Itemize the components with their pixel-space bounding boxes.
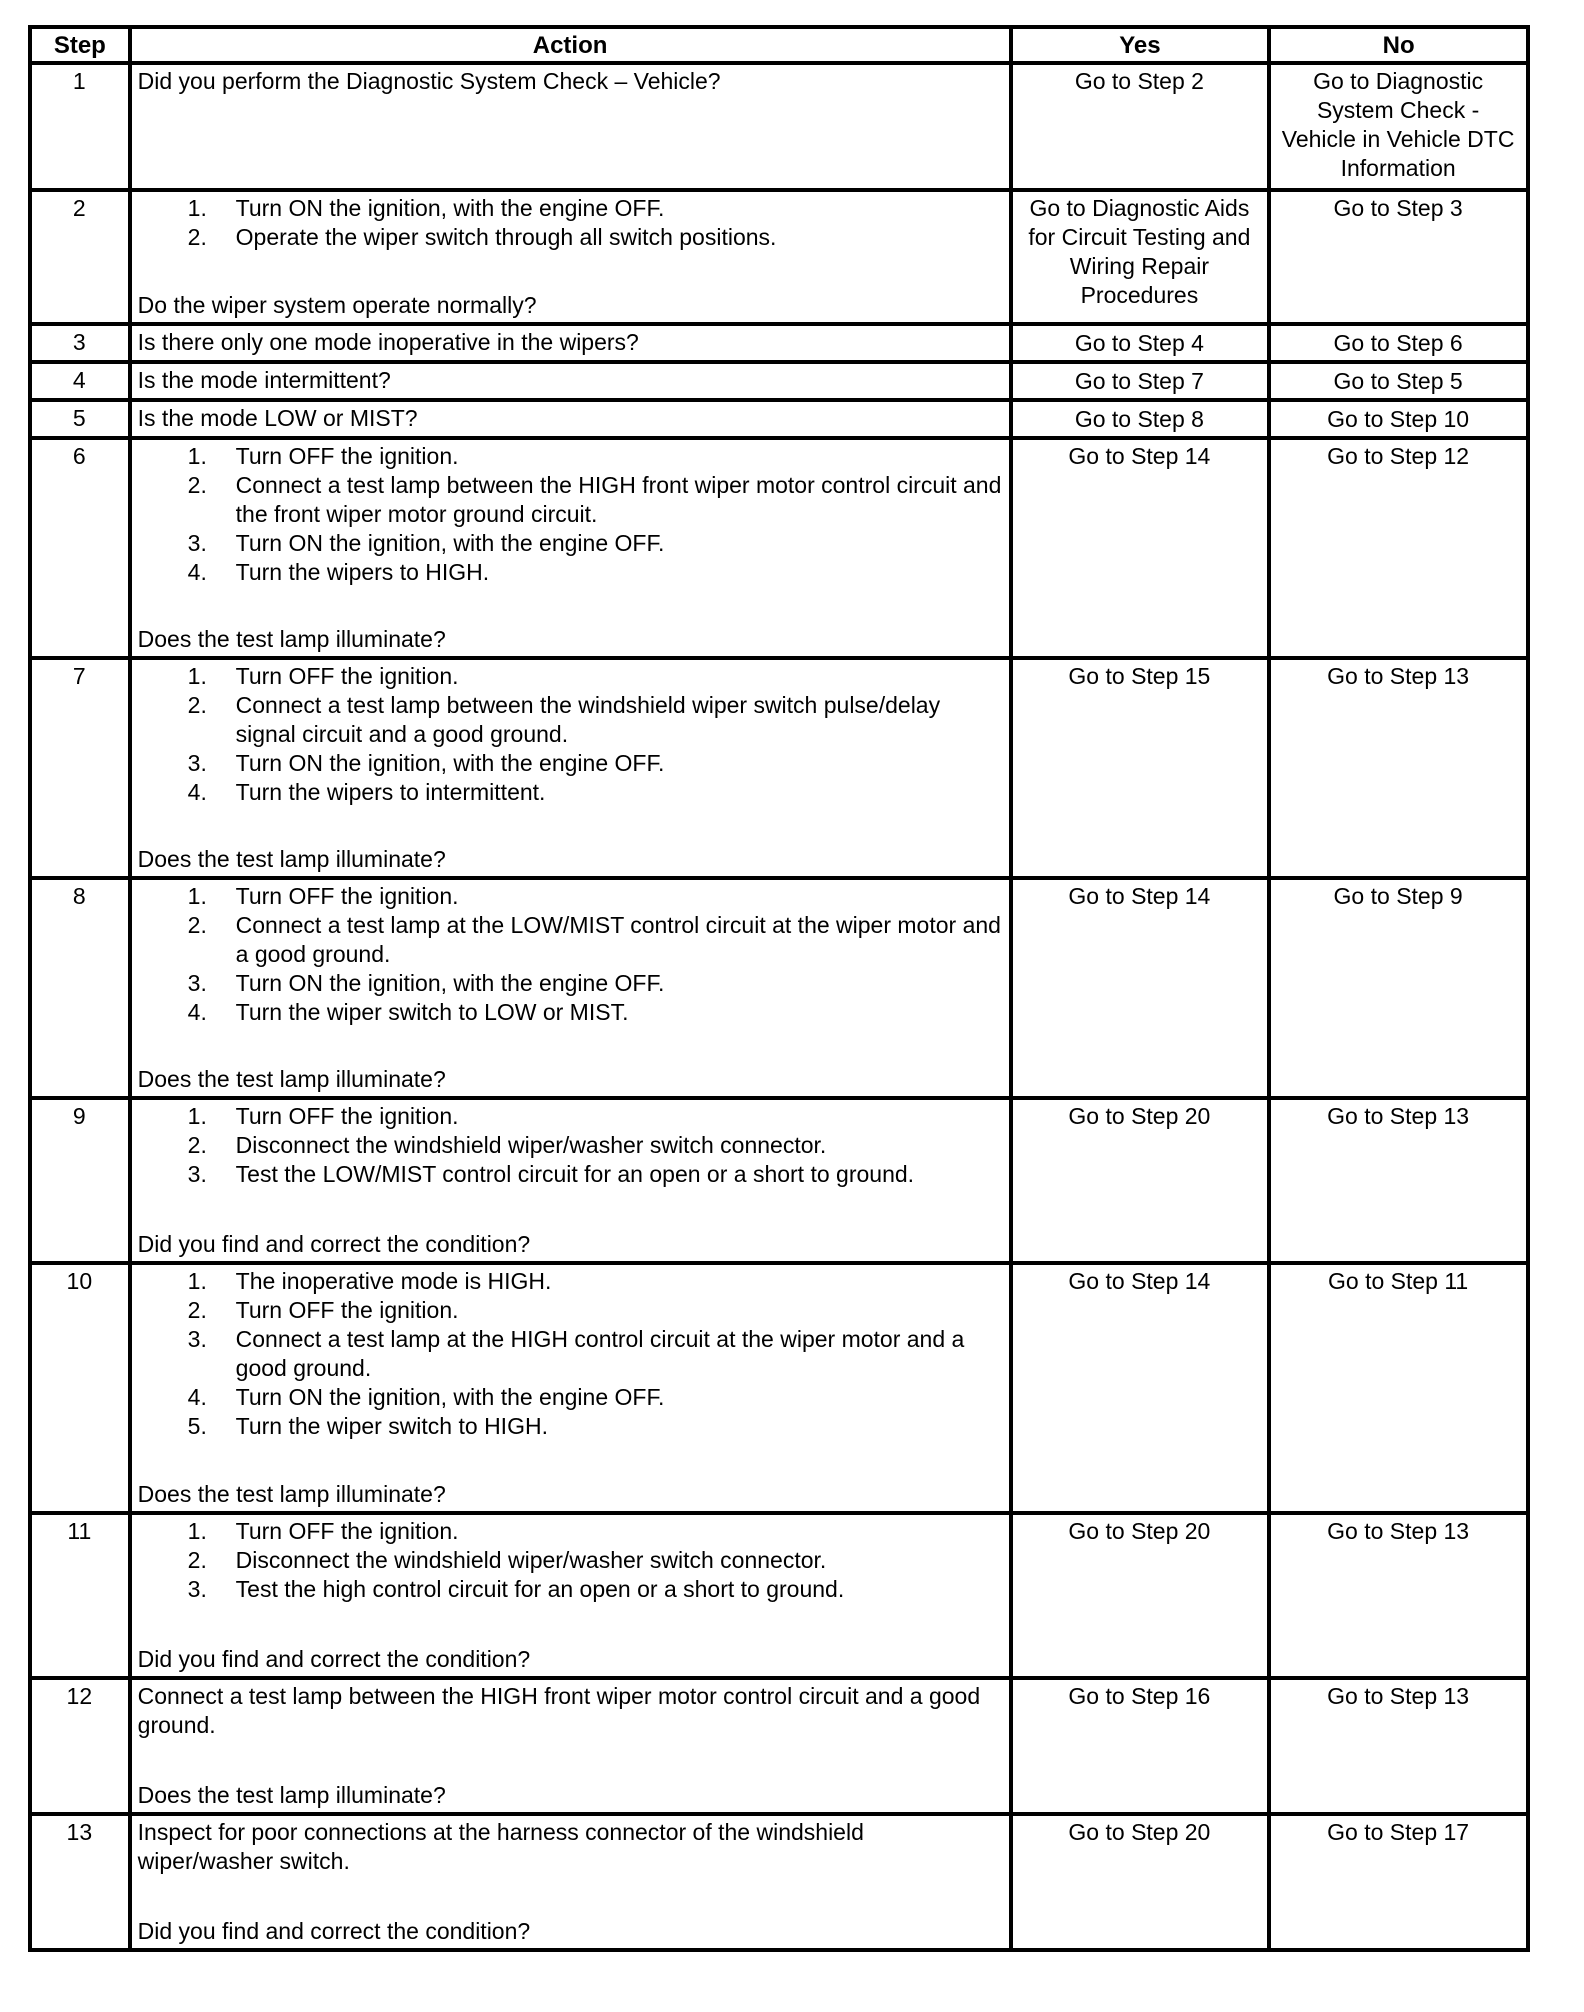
substep-text: Disconnect the windshield wiper/washer switch connector.: [235, 1547, 827, 1573]
substep-item: [138, 969, 1002, 998]
no-outcome: Go to Step 13: [1269, 1678, 1528, 1814]
no-outcome: Go to Step 13: [1269, 1098, 1528, 1263]
substep-text: Turn ON the ignition, with the engine OFF.: [235, 195, 665, 221]
spacer: [138, 587, 1002, 625]
substep-text: Operate the wiper switch through all switch positions.: [235, 224, 777, 250]
substep-number: 2.: [187, 1547, 207, 1573]
table-row: [30, 324, 1528, 362]
substep-item: [138, 471, 1002, 529]
step-number: 4: [30, 362, 130, 400]
substep-text: Turn the wipers to HIGH.: [235, 559, 490, 585]
substep-text: Turn ON the ignition, with the engine OFF.: [235, 750, 665, 776]
spacer: [138, 252, 1002, 291]
substep-number: 3.: [187, 970, 207, 996]
table-row: [30, 63, 1528, 190]
substep-text: Connect a test lamp at the LOW/MIST control circuit at the wiper motor and a good ground.: [235, 912, 1001, 967]
substep-number: 1.: [187, 443, 207, 469]
table-header: [30, 27, 1528, 63]
action-content: [138, 404, 1002, 434]
substep-text: Connect a test lamp between the windshield wiper switch pulse/delay signal circuit and a good ground.: [235, 692, 941, 747]
action-content: [138, 67, 1002, 186]
step-number: 10: [30, 1263, 130, 1513]
table-row: [30, 658, 1528, 878]
action-question: Does the test lamp illuminate?: [137, 846, 446, 872]
substep-number: 3.: [187, 1576, 207, 1602]
yes-outcome: Go to Step 20: [1011, 1814, 1270, 1950]
substep-item: [138, 194, 1002, 223]
action-content: [138, 1682, 1002, 1810]
substep-item: [138, 1267, 1002, 1296]
action-cell: [130, 1814, 1011, 1950]
substep-item: [138, 778, 1002, 807]
substep-number: 1.: [187, 1103, 207, 1129]
yes-outcome: Go to Step 4: [1011, 324, 1270, 362]
substep-text: Test the high control circuit for an open or a short to ground.: [235, 1576, 845, 1602]
action-instruction: Is the mode intermittent?: [137, 367, 391, 393]
substep-item: [138, 1546, 1002, 1575]
step-number: 6: [30, 438, 130, 658]
substep-list: [138, 662, 1002, 807]
substep-text: Turn OFF the ignition.: [235, 883, 459, 909]
substep-item: [138, 749, 1002, 778]
spacer: [138, 1740, 1002, 1781]
spacer: [138, 1027, 1002, 1065]
substep-number: 4.: [187, 559, 207, 585]
table-body: [30, 63, 1528, 1950]
no-outcome: Go to Step 13: [1269, 658, 1528, 878]
table-row: [30, 1678, 1528, 1814]
substep-number: 3.: [187, 1326, 207, 1352]
no-outcome: Go to Step 10: [1269, 400, 1528, 438]
no-outcome: Go to Step 17: [1269, 1814, 1528, 1950]
table-row: [30, 878, 1528, 1098]
action-instruction: Is there only one mode inoperative in the wipers?: [137, 329, 639, 355]
yes-outcome: Go to Step 7: [1011, 362, 1270, 400]
action-cell: [130, 438, 1011, 658]
table-row: [30, 1098, 1528, 1263]
header-yes: Yes: [1011, 27, 1270, 63]
action-cell: [130, 400, 1011, 438]
action-cell: [130, 1098, 1011, 1263]
action-question: Does the test lamp illuminate?: [137, 626, 446, 652]
substep-item: [138, 1160, 1002, 1189]
yes-outcome: Go to Step 20: [1011, 1513, 1270, 1678]
action-content: [138, 1267, 1002, 1509]
action-cell: [130, 878, 1011, 1098]
substep-item: [138, 1102, 1002, 1131]
substep-item: [138, 1412, 1002, 1441]
action-question: Do the wiper system operate normally?: [137, 292, 537, 318]
action-cell: [130, 1678, 1011, 1814]
table-row: [30, 1814, 1528, 1950]
substep-number: 2.: [187, 472, 207, 498]
substep-text: Turn ON the ignition, with the engine OFF.: [235, 1384, 665, 1410]
step-number: 3: [30, 324, 130, 362]
substep-text: Turn ON the ignition, with the engine OFF.: [235, 530, 665, 556]
step-number: 1: [30, 63, 130, 190]
action-cell: [130, 63, 1011, 190]
substep-number: 3.: [187, 530, 207, 556]
yes-outcome: Go to Step 14: [1011, 438, 1270, 658]
action-question: Does the test lamp illuminate?: [137, 1782, 446, 1808]
table-row: [30, 362, 1528, 400]
substep-item: [138, 998, 1002, 1027]
action-content: [138, 1102, 1002, 1259]
substep-number: 1.: [187, 663, 207, 689]
no-outcome: Go to Diagnostic System Check - Vehicle in Vehicle DTC Information: [1269, 63, 1528, 190]
substep-number: 3.: [187, 750, 207, 776]
substep-text: Turn the wipers to intermittent.: [235, 779, 546, 805]
yes-outcome: Go to Step 16: [1011, 1678, 1270, 1814]
table-row: [30, 1263, 1528, 1513]
substep-number: 2.: [187, 1132, 207, 1158]
table-row: [30, 400, 1528, 438]
substep-item: [138, 223, 1002, 252]
substep-item: [138, 662, 1002, 691]
substep-item: [138, 1383, 1002, 1412]
substep-list: [138, 882, 1002, 1027]
substep-text: Turn the wiper switch to LOW or MIST.: [235, 999, 629, 1025]
no-outcome: Go to Step 11: [1269, 1263, 1528, 1513]
action-cell: [130, 658, 1011, 878]
spacer: [138, 1604, 1002, 1645]
spacer: [138, 1189, 1002, 1230]
action-question: Does the test lamp illuminate?: [137, 1066, 446, 1092]
action-instruction: Did you perform the Diagnostic System Check – Vehicle?: [137, 68, 721, 94]
yes-outcome: Go to Step 14: [1011, 1263, 1270, 1513]
header-action: Action: [130, 27, 1011, 63]
action-cell: [130, 362, 1011, 400]
substep-number: 2.: [187, 912, 207, 938]
substep-text: Turn OFF the ignition.: [235, 1297, 459, 1323]
substep-text: Turn OFF the ignition.: [235, 1518, 459, 1544]
diagnostic-table: [28, 25, 1530, 1952]
substep-item: [138, 1575, 1002, 1604]
substep-text: The inoperative mode is HIGH.: [235, 1268, 552, 1294]
substep-number: 2.: [187, 224, 207, 250]
action-instruction: Connect a test lamp between the HIGH front wiper motor control circuit and a good ground.: [137, 1683, 981, 1738]
yes-outcome: Go to Step 15: [1011, 658, 1270, 878]
substep-text: Turn ON the ignition, with the engine OFF.: [235, 970, 665, 996]
step-number: 8: [30, 878, 130, 1098]
table-row: [30, 438, 1528, 658]
spacer: [138, 1876, 1002, 1917]
yes-outcome: Go to Diagnostic Aids for Circuit Testing and Wiring Repair Procedures: [1011, 190, 1270, 324]
substep-text: Test the LOW/MIST control circuit for an open or a short to ground.: [235, 1161, 915, 1187]
action-question: Did you find and correct the condition?: [137, 1646, 531, 1672]
header-step: Step: [30, 27, 130, 63]
substep-list: [138, 1517, 1002, 1604]
substep-number: 1.: [187, 1268, 207, 1294]
substep-text: Turn OFF the ignition.: [235, 663, 459, 689]
substep-item: [138, 529, 1002, 558]
substep-item: [138, 1131, 1002, 1160]
substep-text: Turn OFF the ignition.: [235, 443, 459, 469]
header-row: [30, 27, 1528, 63]
action-content: [138, 194, 1002, 320]
action-question: Does the test lamp illuminate?: [137, 1481, 446, 1507]
no-outcome: Go to Step 12: [1269, 438, 1528, 658]
substep-item: [138, 911, 1002, 969]
step-number: 7: [30, 658, 130, 878]
table-row: [30, 190, 1528, 324]
action-cell: [130, 190, 1011, 324]
no-outcome: Go to Step 9: [1269, 878, 1528, 1098]
substep-item: [138, 1325, 1002, 1383]
yes-outcome: Go to Step 14: [1011, 878, 1270, 1098]
step-number: 2: [30, 190, 130, 324]
substep-item: [138, 442, 1002, 471]
action-content: [138, 366, 1002, 396]
no-outcome: Go to Step 5: [1269, 362, 1528, 400]
substep-text: Turn OFF the ignition.: [235, 1103, 459, 1129]
substep-number: 5.: [187, 1413, 207, 1439]
substep-item: [138, 558, 1002, 587]
action-instruction: Is the mode LOW or MIST?: [137, 405, 418, 431]
action-content: [138, 1818, 1002, 1946]
spacer: [138, 807, 1002, 845]
substep-item: [138, 1296, 1002, 1325]
substep-number: 3.: [187, 1161, 207, 1187]
substep-text: Disconnect the windshield wiper/washer switch connector.: [235, 1132, 827, 1158]
yes-outcome: Go to Step 20: [1011, 1098, 1270, 1263]
action-content: [138, 1517, 1002, 1674]
yes-outcome: Go to Step 8: [1011, 400, 1270, 438]
substep-item: [138, 882, 1002, 911]
header-no: No: [1269, 27, 1528, 63]
substep-number: 1.: [187, 1518, 207, 1544]
action-question: Did you find and correct the condition?: [137, 1918, 531, 1944]
no-outcome: Go to Step 3: [1269, 190, 1528, 324]
step-number: 13: [30, 1814, 130, 1950]
action-cell: [130, 1263, 1011, 1513]
step-number: 11: [30, 1513, 130, 1678]
step-number: 5: [30, 400, 130, 438]
step-number: 9: [30, 1098, 130, 1263]
action-instruction: Inspect for poor connections at the harness connector of the windshield wiper/washer switch.: [137, 1819, 864, 1874]
substep-number: 4.: [187, 999, 207, 1025]
yes-outcome: Go to Step 2: [1011, 63, 1270, 190]
action-content: [138, 882, 1002, 1094]
substep-number: 4.: [187, 779, 207, 805]
action-cell: [130, 324, 1011, 362]
substep-list: [138, 1267, 1002, 1441]
step-number: 12: [30, 1678, 130, 1814]
substep-number: 2.: [187, 1297, 207, 1323]
substep-item: [138, 1517, 1002, 1546]
table-row: [30, 1513, 1528, 1678]
action-content: [138, 328, 1002, 358]
no-outcome: Go to Step 6: [1269, 324, 1528, 362]
action-cell: [130, 1513, 1011, 1678]
substep-text: Turn the wiper switch to HIGH.: [235, 1413, 548, 1439]
substep-text: Connect a test lamp between the HIGH front wiper motor control circuit and the front wiper motor ground circuit.: [235, 472, 1002, 527]
action-content: [138, 662, 1002, 874]
spacer: [138, 1441, 1002, 1480]
substep-number: 1.: [187, 195, 207, 221]
substep-number: 1.: [187, 883, 207, 909]
substep-number: 4.: [187, 1384, 207, 1410]
substep-list: [138, 194, 1002, 252]
action-content: [138, 442, 1002, 654]
action-question: Did you find and correct the condition?: [137, 1231, 531, 1257]
substep-list: [138, 442, 1002, 587]
substep-number: 2.: [187, 692, 207, 718]
substep-item: [138, 691, 1002, 749]
no-outcome: Go to Step 13: [1269, 1513, 1528, 1678]
substep-list: [138, 1102, 1002, 1189]
substep-text: Connect a test lamp at the HIGH control circuit at the wiper motor and a good ground.: [235, 1326, 965, 1381]
